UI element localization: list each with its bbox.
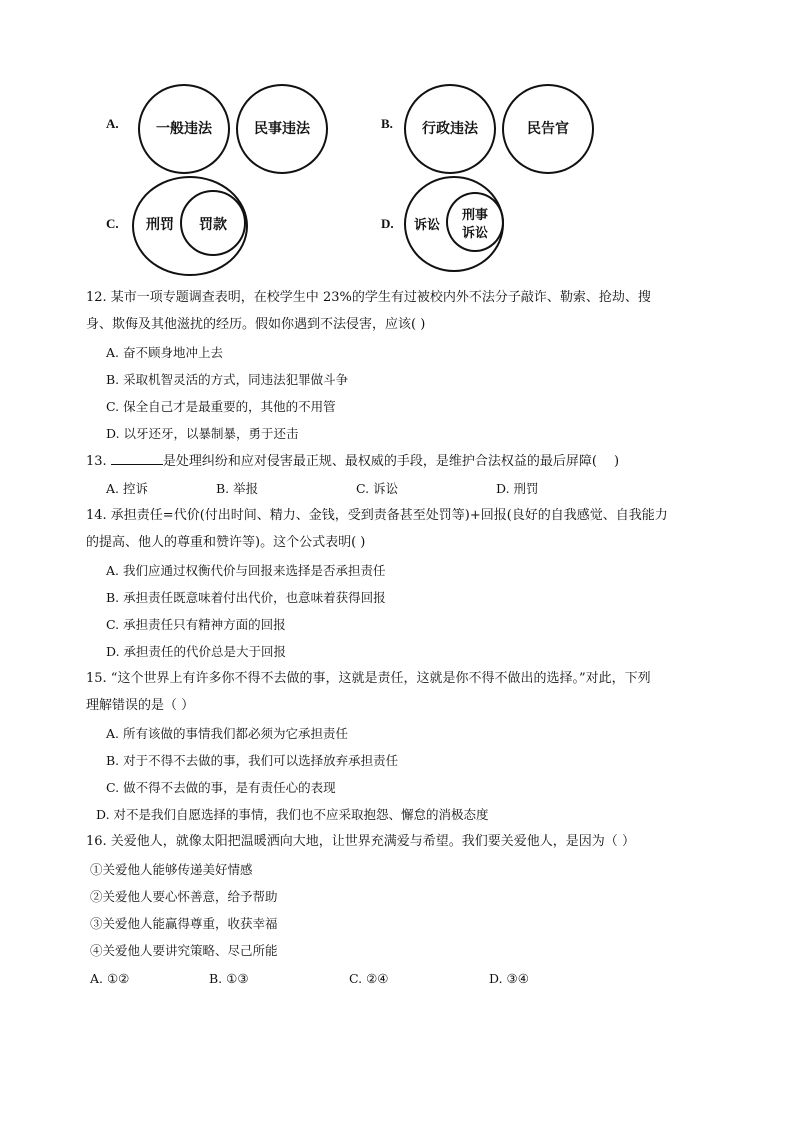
circle-a-left-label: 一般违法 — [156, 121, 212, 137]
circle-d-inner-label-2: 诉讼 — [461, 226, 488, 241]
q12-option-c: C. 保全自己才是最重要的，其他的不用管 — [106, 399, 336, 414]
q12-option-b: B. 采取机智灵活的方式，同违法犯罪做斗争 — [106, 372, 349, 387]
circle-d-inner-label-1: 刑事 — [461, 208, 488, 223]
q14-line1: 14. 承担责任=代价(付出时间、精力、金钱，受到责备甚至处罚等)+回报(良好的自我感觉、自我能力 — [86, 508, 668, 523]
q16-option-d: D. ③④ — [489, 971, 529, 986]
option-a-letter: A. — [106, 116, 119, 131]
q12-option-a: A. 奋不顾身地冲上去 — [106, 345, 223, 360]
q14-option-c: C. 承担责任只有精神方面的回报 — [106, 617, 286, 632]
circle-b-right-label: 民告官 — [527, 121, 569, 137]
circle-c-outer-label: 刑罚 — [146, 217, 174, 233]
q13-option-a: A. 控诉 — [106, 481, 148, 496]
q15-option-c: C. 做不得不去做的事，是有责任心的表现 — [106, 780, 336, 795]
q15-option-b: B. 对于不得不去做的事，我们可以选择放弃承担责任 — [106, 753, 399, 768]
option-c-letter: C. — [106, 216, 119, 231]
q16-option-b: B. ①③ — [209, 971, 249, 986]
q15-line2: 理解错误的是（ ） — [86, 698, 195, 713]
q13-text: 是处理纠纷和应对侵害最正规、最权威的手段，是维护合法权益的最后屏障( ) — [162, 454, 620, 469]
q13-option-c: C. 诉讼 — [356, 481, 399, 496]
q14-option-d: D. 承担责任的代价总是大于回报 — [106, 644, 287, 659]
q13-stem — [86, 452, 619, 471]
q16-statement-3: ③关爱他人能赢得尊重，收获幸福 — [90, 916, 278, 931]
q16-line1: 16. 关爱他人，就像太阳把温暖洒向大地，让世界充满爱与希望。我们要关爱他人，是因为（ ） — [86, 834, 635, 849]
q16-statement-1: ①关爱他人能够传递美好情感 — [90, 862, 253, 877]
q15-line1: 15. “这个世界上有许多你不得不去做的事，这就是责任，这就是你不得不做出的选择。”对此，下列 — [86, 671, 651, 686]
q12-line1: 12. 某市一项专题调查表明，在校学生中 23%的学生有过被校内外不法分子敲诈、勒索、抢劫、搜 — [86, 290, 651, 305]
q16-statement-4: ④关爱他人要讲究策略、尽己所能 — [90, 943, 278, 958]
q14-line2: 的提高、他人的尊重和赞许等)。这个公式表明( ) — [86, 535, 366, 550]
q15-option-d: D. 对不是我们自愿选择的事情，我们也不应采取抱怨、懈怠的消极态度 — [96, 807, 489, 822]
circle-d-outer-label: 诉讼 — [413, 218, 440, 233]
option-d-letter: D. — [381, 216, 394, 231]
q13-option-d: D. 刑罚 — [496, 481, 539, 496]
q12-option-d: D. 以牙还牙，以暴制暴，勇于还击 — [106, 426, 299, 441]
option-b-letter: B. — [381, 116, 393, 131]
q16-option-a: A. ①② — [90, 971, 130, 986]
q13-option-b: B. 举报 — [216, 481, 259, 496]
q14-option-b: B. 承担责任既意味着付出代价，也意味着获得回报 — [106, 590, 386, 605]
q16-option-c: C. ②④ — [349, 971, 389, 986]
q16-statement-2: ②关爱他人要心怀善意，给予帮助 — [90, 889, 278, 904]
q15-option-a: A. 所有该做的事情我们都必须为它承担责任 — [106, 726, 348, 741]
circle-a-right-label: 民事违法 — [254, 121, 310, 137]
circle-b-left-label: 行政违法 — [422, 121, 478, 137]
q13-number: 13. — [86, 454, 107, 469]
circle-c-inner-label: 罚款 — [199, 217, 227, 233]
q12-line2: 身、欺侮及其他滋扰的经历。假如你遇到不法侵害，应该( ) — [86, 317, 426, 332]
q14-option-a: A. 我们应通过权衡代价与回报来选择是否承担责任 — [106, 563, 386, 578]
q13-blank — [111, 452, 163, 465]
